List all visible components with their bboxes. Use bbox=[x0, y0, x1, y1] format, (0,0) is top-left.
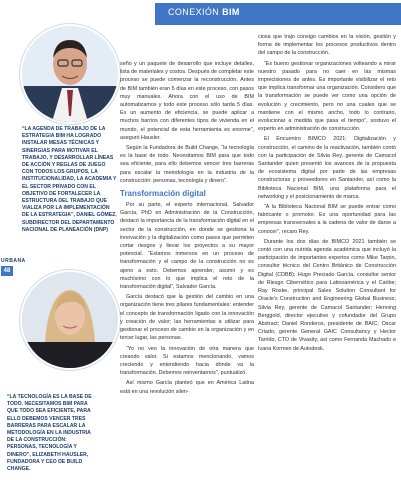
pull-quote-daniel-gomez: “LA AGENDA DE TRABAJO DE LA ESTRATEGIA BIM HA LOGRADO INSTALAR MESAS TÉCNICAS Y SINERGIAS PARA MOTIVAR EL TRABAJO, Y DESARROLLAR LÍNEAS DE ACCIÓN Y REGLAS DE JUEGO CON TODOS LOS GRUPOS, LA INSTITUCIONALIDAD, LA ACADEMIA Y EL SECTOR PRIVADO CON EL OBJETIVO DE FORTALECER LA ESTRUCTURA DEL TRABAJO QUE VIALIZA POR LA IMPLEMENTACIÓN DE LA ESTRATEGIA”, DANIEL GÓMEZ, SUBDIRECTOR DEL DEPARTAMENTO NACIONAL DE PLANEACIÓN (DNP) bbox=[22, 126, 117, 233]
portrait-woman-photo bbox=[20, 270, 120, 370]
section-label bbox=[168, 7, 240, 17]
paragraph: Durante los dos días de BIMCO 2021 también se contó con una nutrida agenda académica que incluyó la participación de importantes expertos como Mike Tarpin, consultor técnico del Centro Británico de Construcción Digital (CDBB); Hugo Preciado García, consultor senior de Riesgo Cibernético para Latinoamérica y el Caribe; Ray Roske, principal Sales Solution Consultant for Oracle's Construction and Engineering Global Business; Silvia Rey, gerente de Camacol Santander; Henning Berggold, director ejecutivo y cofundador del Grupo Abstract; Daniel Ronderos, presidente de BAIC; Oscar Criado, gerente General GAIC Consultancy y Hector Tarrido, CTO de Vivasity, así como Fernanda Machado e Ivana Kormen de Autodesk. bbox=[258, 238, 396, 352]
article-column-middle bbox=[120, 60, 254, 398]
pull-quote-elizabeth-hausler: “LA TECNOLOGÍA ES LA BASE DE TODO. NECESITAMOS BIM PARA QUE TODO SEA EFICIENTE, PARA ELLO DEBEMOS VENCER TRES BARRERAS PARA ESCALAR LA METODOLOGÍA EN LA INDUSTRIA DE LA CONSTRUCCIÓN: PERSONAS, TECNOLOGÍA Y DINERO”, ELIZABETH HAUSLER, FUNDADORA Y CEO DE BUILD CHANGE. bbox=[7, 394, 92, 473]
paragraph: Según la Fundadora de Build Change, “la tecnología es la base de todo. Necesitamos BIM para que todo sea eficiente, para ello debemos vencer tres barreras para escalar la metodología en la industria de la construcción: personas, tecnología y dinero”. bbox=[120, 145, 254, 184]
paragraph: ciosa que trajo consigo cambios en la visión, gestión y forma de implementar los procesos productivos dentro del campo de la construcción. bbox=[258, 34, 396, 57]
paragraph: “A la Biblioteca Nacional BIM se puede entrar como fabricante o promotor. Es una oportunidad para las empresas transversales a la cadena de valor de darse a conocer”, recaro Rey. bbox=[258, 204, 396, 235]
section-label-bold: BIM bbox=[222, 7, 240, 17]
paragraph: seño y un paquete de desarrollo que incluye detalles, lista de materiales y costos. Después de completar este proceso se puede comenzar la reconstrucción. Antes de BIM también eran 5 días en este proceso, con pasos muy manuales. Ahora con el uso de BIM automatizamos y todo este proceso sólo tarda 5 días. Es un aumento de eficiencia, se puede aplicar a muchos barrios con diferentes tipos de vivienda en el mundo, el potencial de esta herramienta es enorme”, aseguró Hausler. bbox=[120, 61, 254, 141]
section-label-prefix: CONEXIÓN bbox=[168, 7, 220, 17]
paragraph: El Encuentro BIMCO 2021: Digitalización y construcción, el camino de la reactivación, también contó con la participación de Silvia Rey, gerente de Camacol Santander quien presentó los avances de la propuesta de ecosistema digital por parte de las empresas constructoras y proveedores en Santander, así como la Biblioteca Nacional BIM, una plataforma para el networking y el posicionamiento de marca. bbox=[258, 136, 396, 200]
paragraph: Por su parte, el experto internacional, Salvador García, PhD en Administración de la Construcción, destacó la importancia de la transformación digital en el sector de la construcción, en donde se gestiona la innovación y la digitalización como pasos que permiten cortar riesgos y llevar los proyectos a su mayor potencial. “Estamos inmersos en un proceso de transformación y el campo de la construcción no es ajeno a esto. Debemos aprender, asumir y es muchísimo con lo que implica el reto de la transformación digital”, Salvador García. bbox=[120, 202, 254, 291]
paragraph: “Yo no veo la innovación de otra manera que creando valor. Si estamos mencionando, vamos creciendo y entendiendo hacia dónde va la transformación. Debemos reinventarnos”, puntualizó. bbox=[120, 345, 254, 377]
portrait-man-photo bbox=[20, 24, 120, 124]
left-sidebar bbox=[0, 0, 117, 480]
magazine-name: URBANA bbox=[1, 258, 26, 264]
section-subheading: Transformación digital bbox=[120, 189, 206, 199]
paragraph: “Es bueno gestionar organizaciones volteando a mirar nuestro pasado para no caer en las mismas imprecisiones de antes. Es importante visibilizar el reto que implica transformar una organización. Considero que la transformación se puede ver como una opción de evolución y crecimiento, pero no una cuales que se mantiene con el mismo ancho, todo lo contrario, evolucionar a medida que pasa el tiempo”, sostuvo el experto en administración de construcción. bbox=[258, 60, 396, 133]
paragraph: García destacó que la gestión del cambio en una organización tiene tres pilares fundamentales: entender el concepto de transformación ligado con la innovación y creación de valor; las herramientas a utilizar para gestionar el proceso de cambio en la organización y en tercer lugar, las personas. bbox=[120, 294, 254, 342]
article-column-right bbox=[258, 33, 396, 355]
page-number: 48 bbox=[1, 266, 13, 276]
paragraph: Así mismo García planteó que en América Latina está en una revolución silen- bbox=[120, 380, 254, 395]
